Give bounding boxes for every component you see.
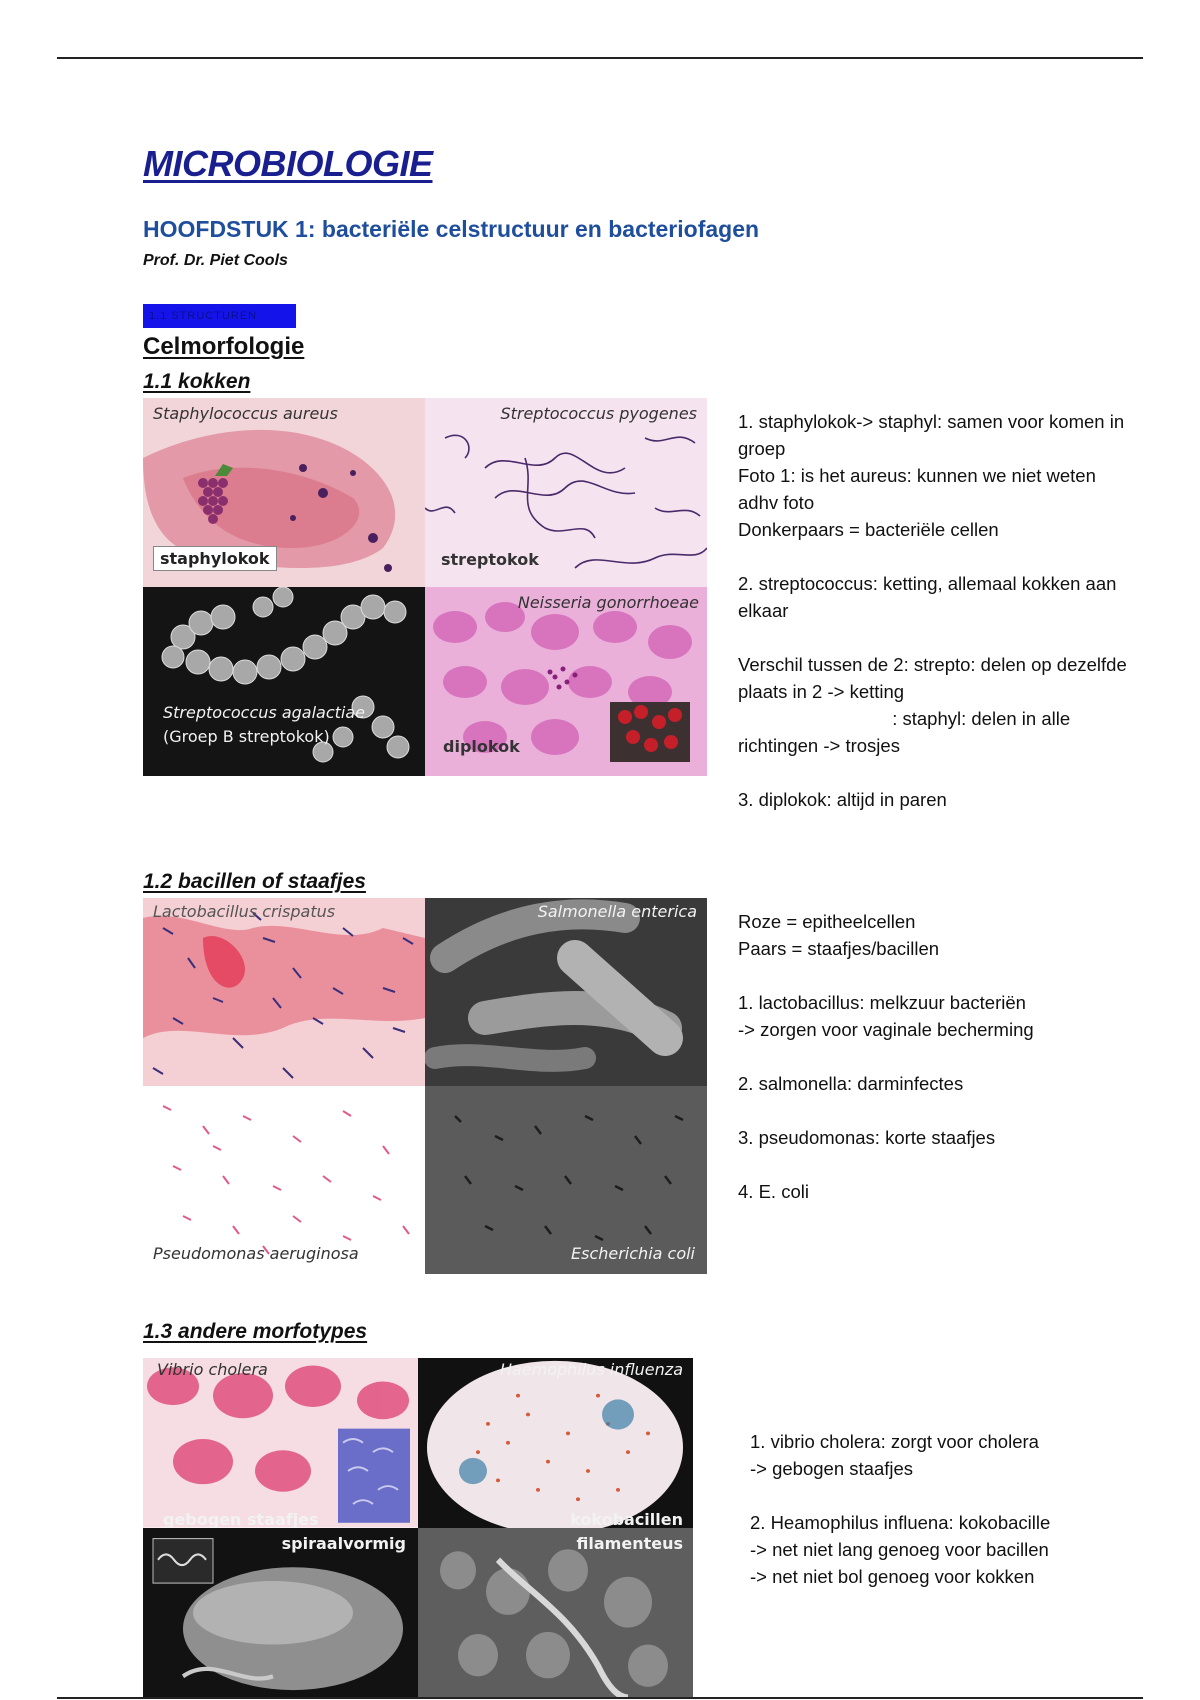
label-spiraalvormig: spiraalvormig (281, 1533, 406, 1553)
micrograph-salmonella (425, 898, 707, 1086)
subsection-heading-bacillen: 1.2 bacillen of staafjes (143, 870, 366, 893)
notes-kokken: 1. staphylokok-> staphyl: samen voor komen in groep Foto 1: is het aureus: kunnen we niet weten adhv foto Donkerpaars = bacteriële cellen 2. streptococcus: ketting, allemaal kokken aan elkaar Verschil tussen de 2: strepto: delen op dezelfde plaats in 2 -> ketting : staphyl: delen in alle richtingen -> trosjes 3. diplokok: altijd in paren (738, 411, 1127, 810)
caption-salmonella: Salmonella enterica (537, 902, 697, 921)
caption-escherichia: Escherichia coli (571, 1244, 695, 1263)
author-line: Prof. Dr. Piet Cools (143, 252, 288, 269)
micrograph-filamenteus (418, 1528, 693, 1698)
micrograph-spiraalvormig (143, 1528, 418, 1698)
micrograph-escherichia (425, 1086, 707, 1274)
caption-streptococcus-agalactiae: Streptococcus agalactiae (163, 703, 365, 722)
top-rule (57, 57, 1143, 59)
caption-haemophilus: Haemophilus influenza (499, 1360, 683, 1379)
caption-groep-b: (Groep B streptokok) (163, 727, 330, 746)
section-heading: Celmorfologie (143, 333, 305, 360)
subsection-heading-kokken: 1.1 kokken (143, 370, 251, 393)
caption-pseudomonas: Pseudomonas aeruginosa (153, 1244, 359, 1263)
micrograph-streptococcus-agalactiae (143, 587, 425, 776)
image-grid-bacillen (143, 898, 707, 1274)
label-kokobacillen: kokobacillen (570, 1510, 683, 1528)
caption-streptococcus: Streptococcus pyogenes (500, 404, 697, 423)
chapter-heading: HOOFDSTUK 1: bacteriële celstructuur en bacteriofagen (143, 216, 760, 242)
notes-bacillen: Roze = epitheelcellen Paars = staafjes/bacillen 1. lactobacillus: melkzuur bacteriën -> zorgen voor vaginale becherming 2. salmonella: darminfectes 3. pseudomonas: korte staafjes 4. E. coli (738, 911, 1034, 1202)
caption-staphylococcus: Staphylococcus aureus (153, 404, 338, 423)
micrograph-haemophilus (418, 1358, 693, 1528)
micrograph-vibrio (143, 1358, 418, 1528)
notes-andere: 1. vibrio cholera: zorgt voor cholera -> gebogen staafjes 2. Heamophilus influena: kokobacille -> net niet lang genoeg voor bacillen -> net niet bol genoeg voor kokken (750, 1431, 1051, 1587)
document-title: MICROBIOLOGIE (143, 143, 433, 184)
label-diplokok: diplokok (443, 737, 520, 756)
caption-lactobacillus: Lactobacillus crispatus (153, 902, 336, 921)
caption-neisseria: Neisseria gonorrhoeae (517, 593, 699, 612)
image-grid-andere (143, 1358, 693, 1697)
bottom-rule (57, 1697, 1143, 1699)
label-gebogen-staafjes: gebogen staafjes (163, 1510, 319, 1528)
micrograph-neisseria (425, 587, 707, 776)
label-staphylokok: staphylokok (153, 546, 277, 571)
label-filamenteus: filamenteus (576, 1533, 683, 1553)
subsection-heading-andere: 1.3 andere morfotypes (143, 1320, 368, 1343)
label-streptokok: streptokok (441, 550, 539, 569)
caption-vibrio: Vibrio cholera (157, 1360, 268, 1379)
micrograph-lactobacillus (143, 898, 425, 1086)
micrograph-streptococcus (425, 398, 707, 587)
highlighted-tag: 1.1 STRUCTUREN (143, 304, 296, 328)
image-grid-kokken (143, 398, 707, 776)
micrograph-pseudomonas (143, 1086, 425, 1274)
micrograph-staphylococcus (143, 398, 425, 587)
